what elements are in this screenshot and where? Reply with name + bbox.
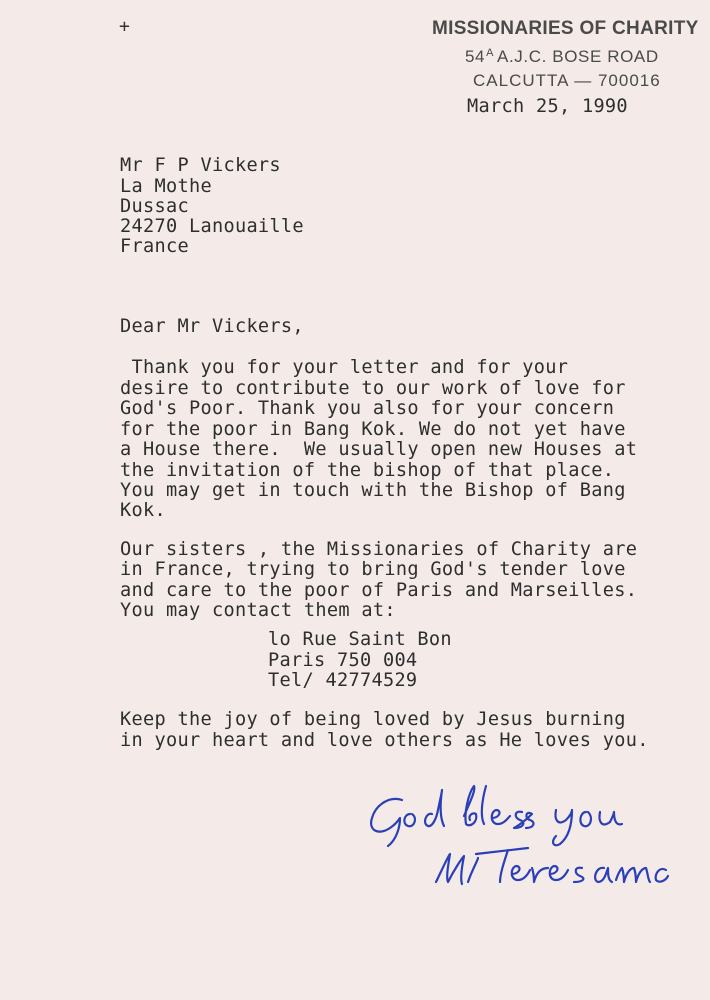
sig-stroke-M bbox=[436, 854, 464, 884]
sig-stroke-s bbox=[574, 868, 583, 882]
sig-stroke-d bbox=[425, 790, 444, 826]
letterhead-organization: MISSIONARIES OF CHARITY bbox=[432, 18, 699, 39]
sig-stroke-r bbox=[532, 868, 548, 882]
contact-phone: Tel/ 42774529 bbox=[268, 670, 418, 691]
sig-stroke-o2 bbox=[580, 812, 591, 826]
letter-date: March 25, 1990 bbox=[467, 96, 628, 117]
salutation: Dear Mr Vickers, bbox=[120, 316, 304, 337]
paragraph-1-line: for the poor in Bang Kok. We do not yet have bbox=[120, 419, 626, 440]
paragraph-2-line: and care to the poor of Paris and Marseilles. bbox=[120, 580, 638, 601]
sig-stroke-stroke bbox=[468, 858, 478, 882]
recipient-line-3: Dussac bbox=[120, 196, 189, 217]
paragraph-1-line: Thank you for your letter and for your bbox=[120, 357, 569, 378]
letterhead-address bbox=[465, 47, 659, 67]
paragraph-2-line: Our sisters , the Missionaries of Charity are bbox=[120, 539, 638, 560]
sig-stroke-T bbox=[476, 848, 528, 882]
sig-stroke-e1 bbox=[512, 866, 530, 880]
sig-stroke-ss bbox=[514, 812, 533, 828]
letterhead-city: CALCUTTA — 700016 bbox=[473, 71, 661, 90]
letterhead-street-number: 54 bbox=[465, 47, 486, 66]
cross-mark: + bbox=[119, 16, 130, 37]
recipient-line-4: 24270 Lanouaille bbox=[120, 216, 304, 237]
letterhead-street-number-sup: A bbox=[486, 47, 495, 59]
sig-stroke-o bbox=[404, 814, 415, 826]
sig-stroke-l bbox=[482, 786, 486, 824]
contact-street: lo Rue Saint Bon bbox=[268, 629, 452, 650]
recipient-line-1: Mr F P Vickers bbox=[120, 155, 281, 176]
sig-stroke-b bbox=[464, 786, 476, 825]
paragraph-1-line: You may get in touch with the Bishop of Bang bbox=[120, 480, 626, 501]
closing-line: in your heart and love others as He loves you. bbox=[120, 730, 649, 751]
contact-city: Paris 750 004 bbox=[268, 650, 418, 671]
handwritten-signature bbox=[360, 770, 690, 900]
paragraph-1-line: God's Poor. Thank you also for your concern bbox=[120, 398, 615, 419]
recipient-line-5: France bbox=[120, 236, 189, 257]
letterhead-street: A.J.C. BOSE ROAD bbox=[497, 47, 659, 66]
paragraph-1-line: the invitation of the bishop of that place. bbox=[120, 460, 615, 481]
paragraph-1-line: desire to contribute to our work of love for bbox=[120, 378, 626, 399]
sig-stroke-y bbox=[553, 810, 572, 845]
sig-stroke-m bbox=[616, 868, 650, 882]
sig-stroke-e2 bbox=[550, 866, 568, 880]
sig-stroke-u bbox=[599, 812, 622, 824]
sig-stroke-e bbox=[492, 810, 510, 824]
paragraph-1-line: Kok. bbox=[120, 500, 166, 521]
closing-line: Keep the joy of being loved by Jesus burning bbox=[120, 709, 626, 730]
paragraph-2-line: in France, trying to bring God's tender love bbox=[120, 559, 626, 580]
sig-stroke-G bbox=[371, 799, 402, 846]
paragraph-1-line: a House there. We usually open new Houses at bbox=[120, 439, 638, 460]
sig-stroke-c bbox=[656, 869, 668, 882]
recipient-line-2: La Mothe bbox=[120, 176, 212, 197]
paragraph-2-line: You may contact them at: bbox=[120, 600, 396, 621]
sig-stroke-a bbox=[595, 868, 612, 882]
